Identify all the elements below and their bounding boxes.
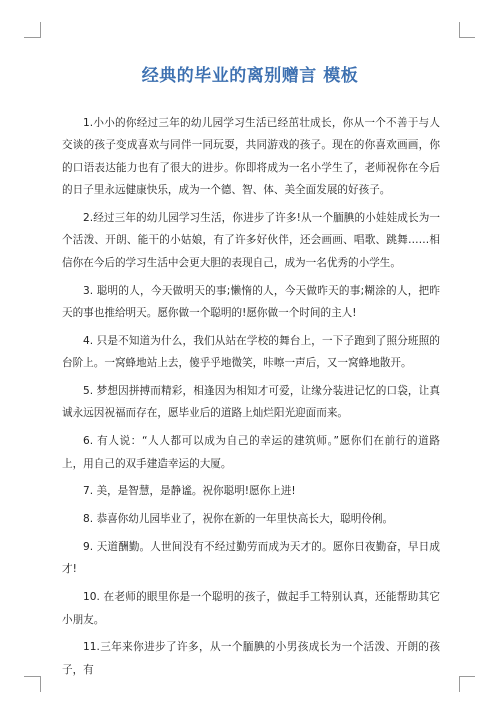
document-title: 经典的毕业的离别赠言 模板 xyxy=(141,66,359,86)
paragraph-4: 4. 只是不知道为什么，我们从站在学校的舞台上，一下子跑到了照分班照的台阶上。一窝蜂地站上去，傻乎乎地微笑，咔嚓一声后，又一窝蜂地散开。 xyxy=(62,334,440,370)
crop-mark-top-right xyxy=(459,22,460,38)
paragraph-7: 7. 美，是智慧，是静谧。祝你聪明!愿你上进! xyxy=(83,485,296,498)
crop-mark-top-left xyxy=(24,37,40,38)
paragraph-2: 2.经过三年的幼儿园学习生活，你进步了许多!从一个腼腆的小娃娃成长为一个活泼、开朗、能干的小姑娘，有了许多好伙伴，还会画画、唱歌、跳舞……相信你在今后的学习生活中会更大胆的表现自己，成为一名优秀的小学生。 xyxy=(62,212,440,269)
paragraph-11: 11.三年来你进步了许多，从一个腼腆的小男孩成长为一个活泼、开朗的孩子，有 xyxy=(62,641,440,676)
crop-mark-bottom-left xyxy=(40,676,41,692)
paragraph-10: 10. 在老师的眼里你是一个聪明的孩子，做起手工特别认真，还能帮助其它小朋友。 xyxy=(62,591,440,626)
paragraph-5: 5. 梦想因拼搏而精彩，相逢因为相知才可爱，让缘分装进记忆的口袋，让真诚永远因祝福而存在，愿毕业后的道路上灿烂阳光迎面而来。 xyxy=(62,385,440,420)
crop-mark-bottom-left xyxy=(24,676,40,677)
crop-mark-bottom-right xyxy=(459,676,460,692)
paragraph-9: 9. 天道酬勤。人世间没有不经过勤劳而成为天才的。愿你日夜勤奋，早日成才! xyxy=(62,541,440,576)
crop-mark-top-right xyxy=(459,37,475,38)
paragraph-1: 1.小小的你经过三年的幼儿园学习生活已经茁壮成长，你从一个不善于与人交谈的孩子变成喜欢与同伴一同玩耍，共同游戏的孩子。现在的你喜欢画画，你的口语表达能力也有了很大的进步。你即将成为一名小学生了，老师祝你在今后的日子里永远健康快乐，成为一个德、智、体、美全面发展的好孩子。 xyxy=(62,117,440,197)
paragraph-3: 3. 聪明的人，今天做明天的事;懒惰的人，今天做昨天的事;糊涂的人，把昨天的事也推给明天。愿你做一个聪明的!愿你做一个时间的主人! xyxy=(62,284,440,320)
document-body xyxy=(62,112,440,687)
paragraph-6: 6. 有人说：“人人都可以成为自己的幸运的建筑师。”愿你们在前行的道路上，用自己的双手建造幸运的大厦。 xyxy=(62,435,440,470)
crop-mark-bottom-right xyxy=(459,676,475,677)
crop-mark-top-left xyxy=(40,22,41,38)
paragraph-8: 8. 恭喜你幼儿园毕业了，祝你在新的一年里快高长大，聪明伶俐。 xyxy=(83,513,394,526)
